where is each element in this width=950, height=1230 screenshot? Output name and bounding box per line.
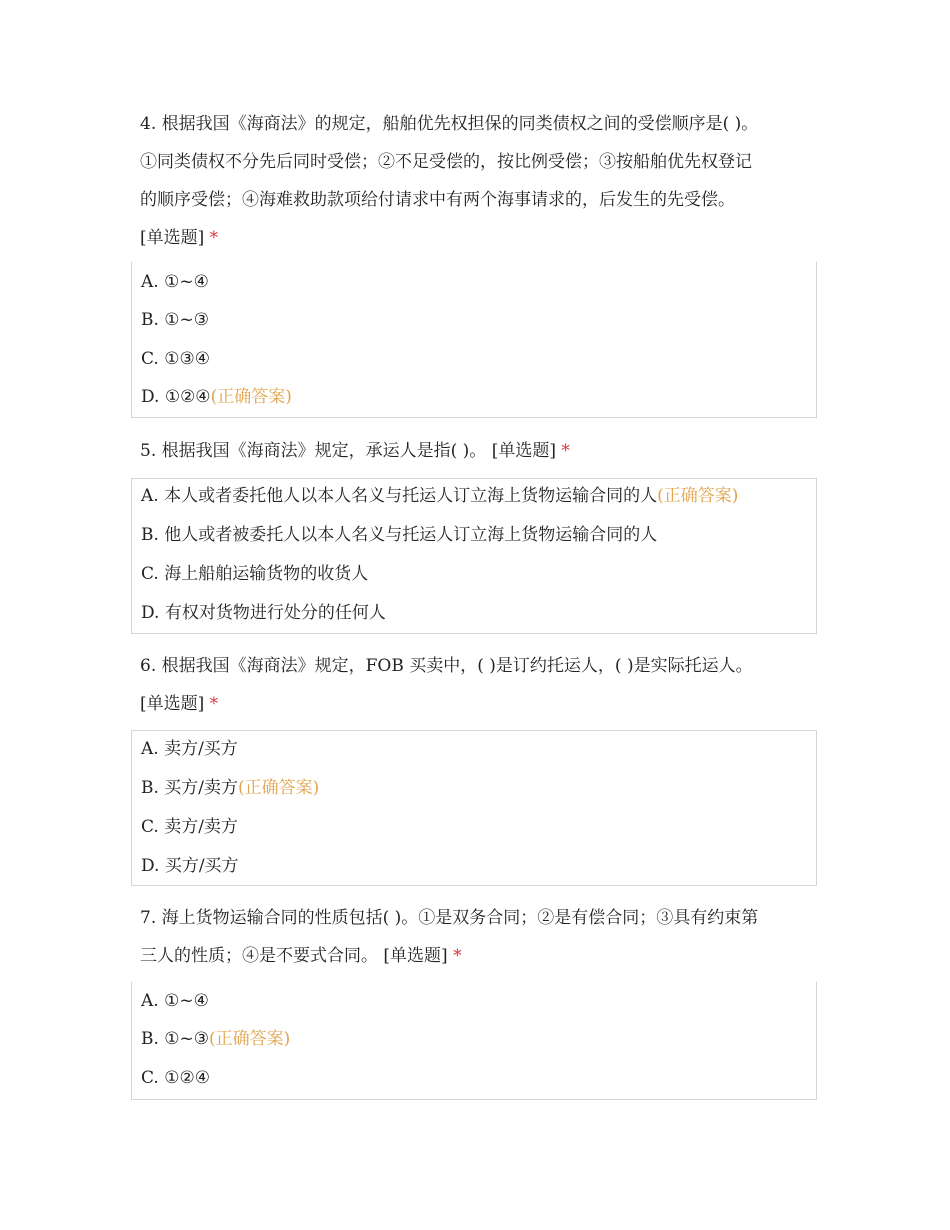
option-text: C. 卖方/卖方 [141, 817, 238, 837]
option-q4-d[interactable] [141, 386, 292, 408]
option-text: C. ①③④ [141, 349, 210, 369]
option-q7-c[interactable] [141, 1067, 210, 1089]
correct-answer-label: (正确答案) [657, 486, 739, 506]
question-type-label: [单选题] [140, 694, 205, 714]
question-4-line-3: 的顺序受偿；④海难救助款项给付请求中有两个海事请求的，后发生的先受偿。 [140, 190, 735, 210]
option-q5-d[interactable] [141, 602, 386, 624]
option-q7-a[interactable] [141, 990, 209, 1012]
option-text: A. 本人或者委托他人以本人名义与托运人订立海上货物运输合同的人 [141, 486, 658, 506]
question-7 [140, 899, 820, 975]
option-text: A. 卖方/买方 [141, 739, 238, 759]
option-text: B. ①~③ [141, 310, 210, 330]
question-5-line-1: 5. 根据我国《海商法》规定，承运人是指( )。 [单选题] * [140, 441, 570, 461]
question-6-line-2 [140, 685, 820, 723]
option-q4-b[interactable] [141, 309, 209, 331]
option-q5-c[interactable] [141, 563, 368, 585]
option-text: D. ①②④ [141, 387, 211, 407]
options-box-q5 [131, 478, 817, 634]
question-7-line-2: 三人的性质；④是不要式合同。 [单选题] * [140, 946, 462, 966]
option-q4-c[interactable] [141, 348, 210, 370]
question-4 [140, 105, 820, 257]
question-6 [140, 647, 820, 723]
options-box-q7 [131, 982, 817, 1100]
option-text: A. ①~④ [141, 991, 209, 1011]
options-box-q6 [131, 730, 817, 886]
option-text: B. 他人或者被委托人以本人名义与托运人订立海上货物运输合同的人 [141, 525, 658, 545]
correct-answer-label: (正确答案) [210, 387, 292, 407]
option-q7-b[interactable] [141, 1028, 290, 1050]
option-q6-d[interactable] [141, 855, 239, 877]
question-type-label: [单选题] [140, 228, 205, 248]
question-5 [140, 432, 820, 470]
option-q5-a[interactable] [141, 485, 738, 507]
question-6-line-1: 6. 根据我国《海商法》规定，FOB 买卖中，( )是订约托运人，( )是实际托运人。 [140, 656, 753, 676]
option-text: B. 买方/卖方 [141, 778, 239, 798]
question-4-line-4 [140, 219, 820, 257]
required-mark: * [209, 694, 219, 714]
option-text: A. ①~④ [141, 272, 209, 292]
option-text: C. 海上船舶运输货物的收货人 [141, 564, 369, 584]
options-box-q4 [131, 262, 817, 418]
required-mark: * [453, 946, 462, 966]
option-q6-b[interactable] [141, 777, 319, 799]
option-q4-a[interactable] [141, 271, 209, 293]
correct-answer-label: (正确答案) [238, 778, 320, 798]
option-text: C. ①②④ [141, 1068, 210, 1088]
question-7-line-1: 7. 海上货物运输合同的性质包括( )。①是双务合同；②是有偿合同；③具有约束第 [140, 908, 759, 928]
option-q5-b[interactable] [141, 524, 657, 546]
correct-answer-label: (正确答案) [209, 1029, 291, 1049]
required-mark: * [209, 228, 219, 248]
option-text: D. 有权对货物进行处分的任何人 [141, 603, 386, 623]
required-mark: * [561, 441, 570, 461]
option-q6-a[interactable] [141, 738, 238, 760]
question-4-line-2: ①同类债权不分先后同时受偿；②不足受偿的，按比例受偿；③按船舶优先权登记 [140, 152, 752, 172]
option-text: B. ①~③ [141, 1029, 210, 1049]
question-4-line-1: 4. 根据我国《海商法》的规定，船舶优先权担保的同类债权之间的受偿顺序是( )。 [140, 114, 759, 134]
option-text: D. 买方/买方 [141, 856, 239, 876]
option-q6-c[interactable] [141, 816, 238, 838]
